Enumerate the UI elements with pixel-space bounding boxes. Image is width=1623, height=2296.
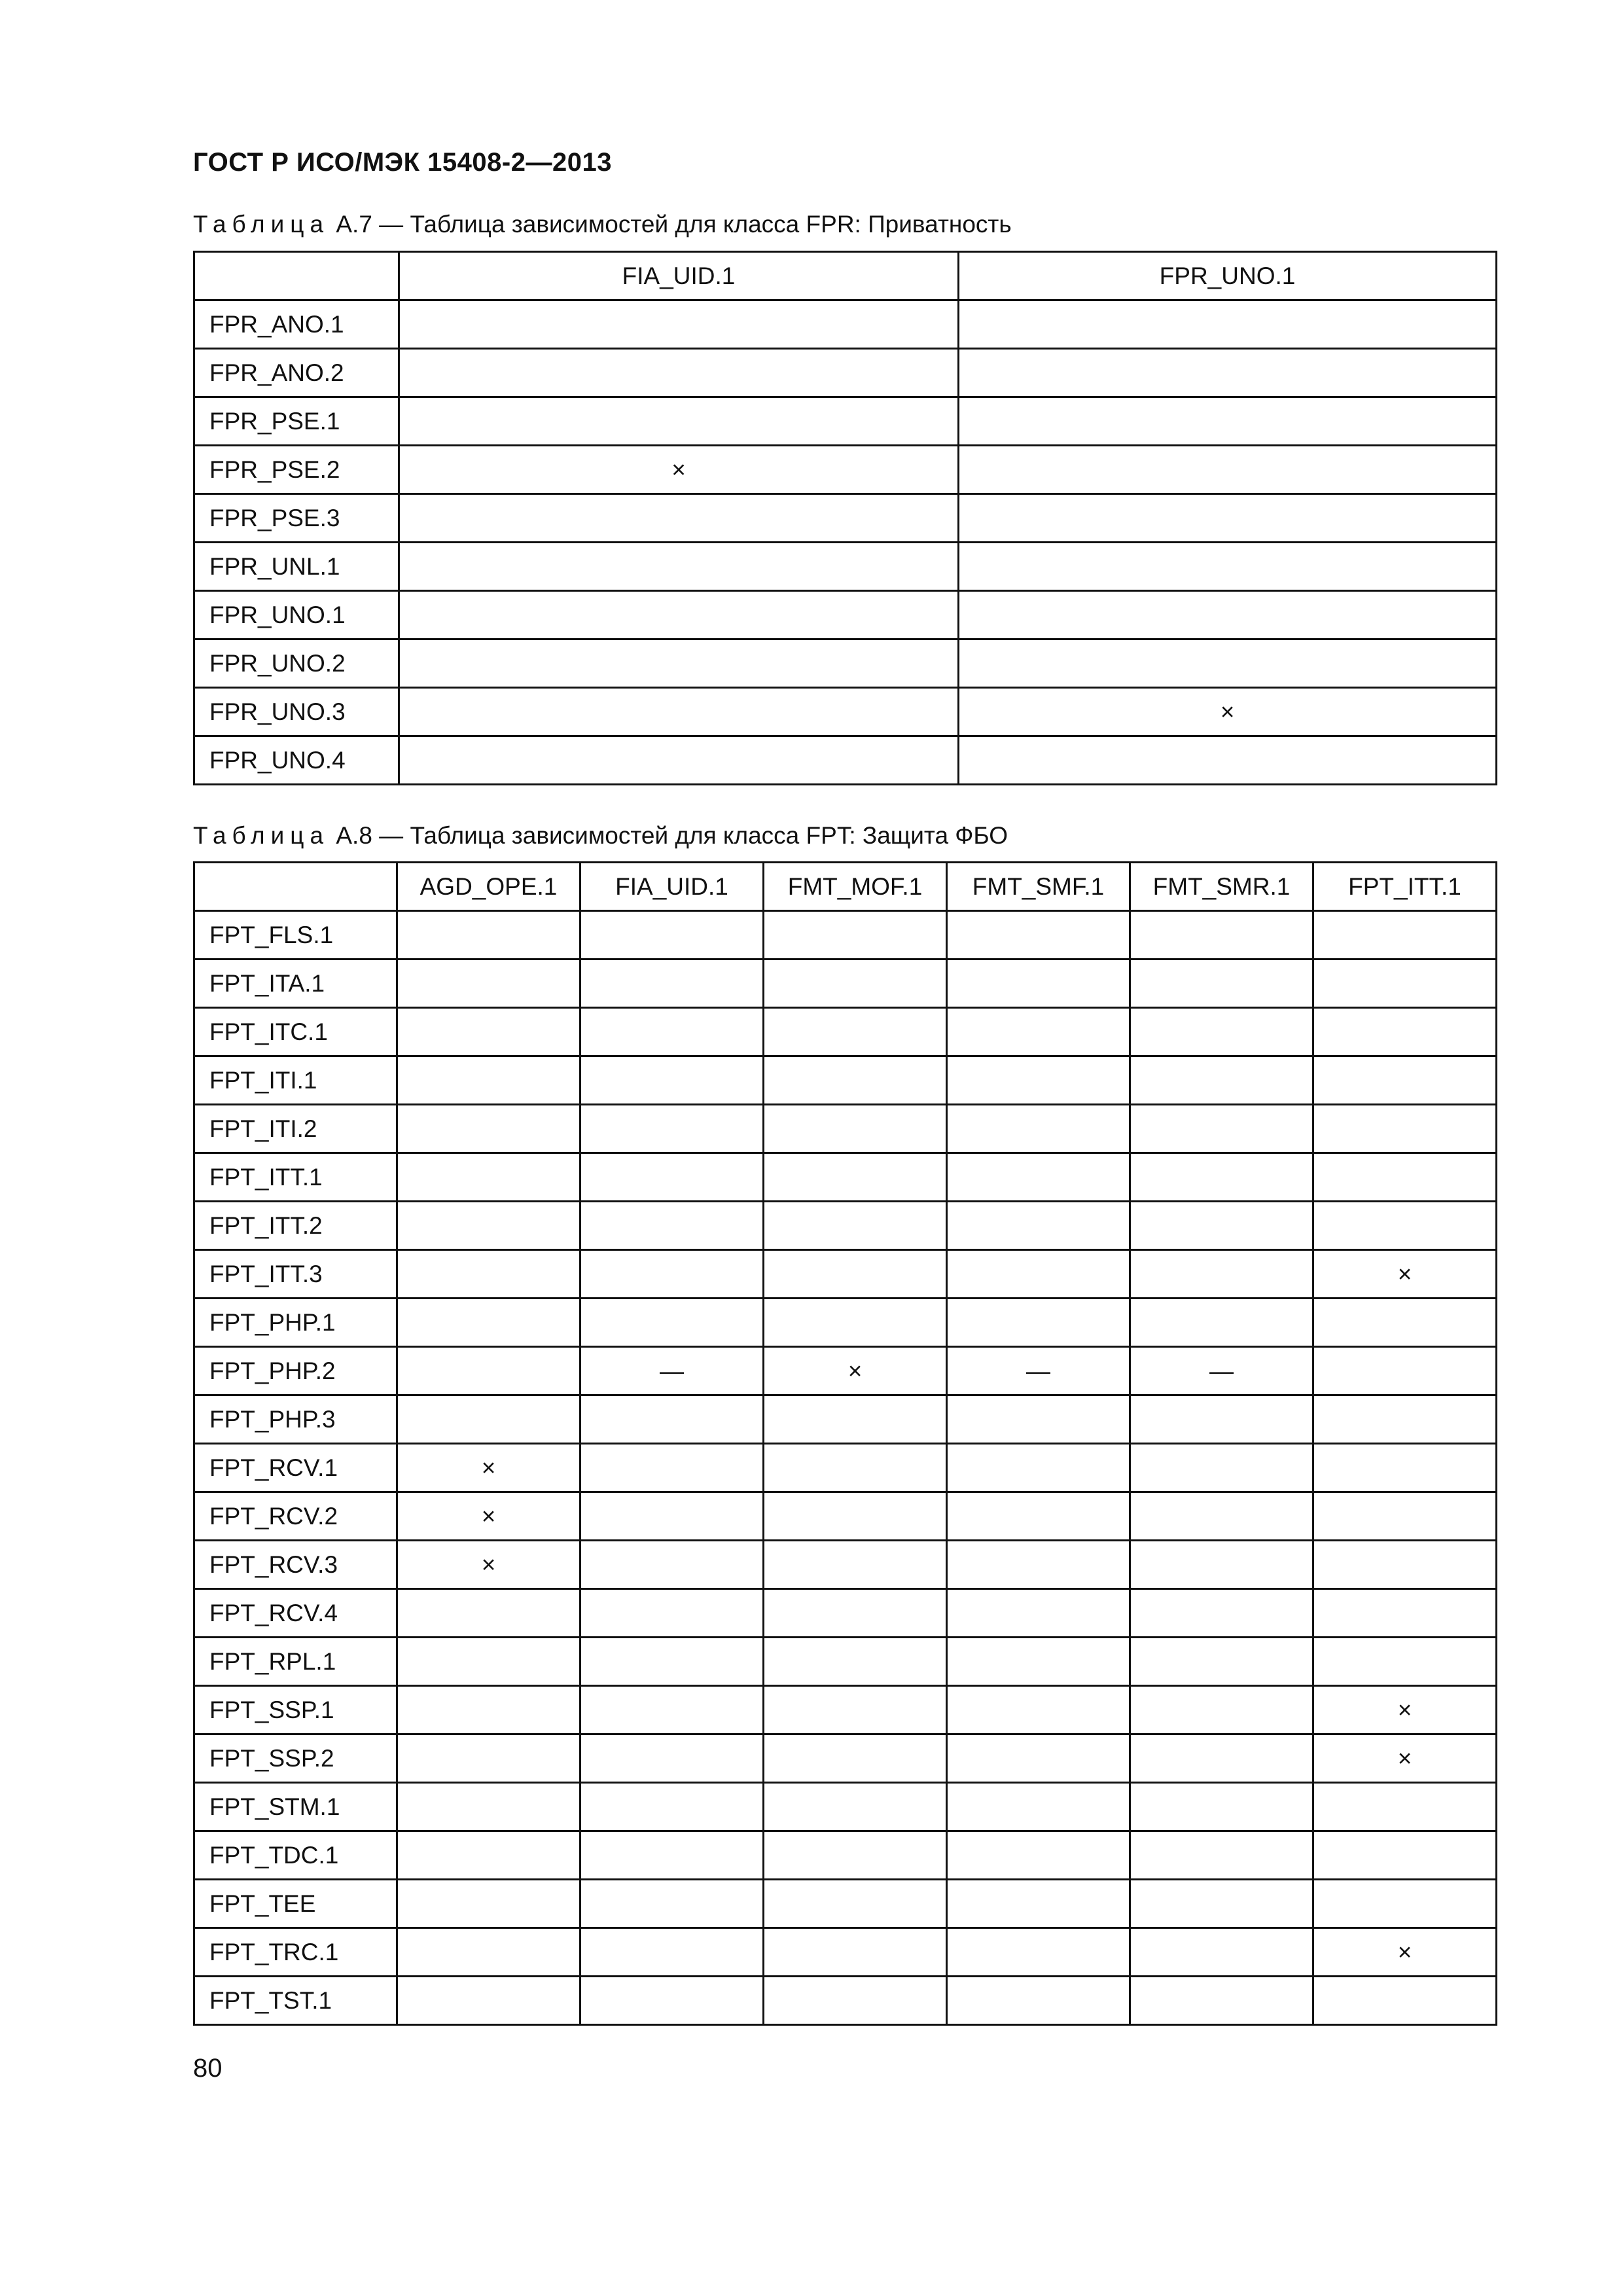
dependency-cell <box>959 397 1497 446</box>
dependency-cell <box>1313 1444 1497 1492</box>
dependency-cell <box>764 1153 947 1202</box>
table-row <box>194 1056 1497 1105</box>
table-row <box>194 1008 1497 1056</box>
column-header: FIA_UID.1 <box>399 252 959 300</box>
dependency-cell <box>1130 1928 1313 1977</box>
row-label: FPR_UNO.1 <box>194 591 399 639</box>
table-a8-caption-text: А.8 — Таблица зависимостей для класса FPT: Защита ФБО <box>329 822 1008 849</box>
dependency-cell <box>947 1734 1130 1783</box>
dependency-cell <box>1313 960 1497 1008</box>
dependency-cell: × <box>1313 1686 1497 1734</box>
table-row <box>194 1105 1497 1153</box>
table-a7 <box>193 251 1497 785</box>
dependency-cell <box>959 349 1497 397</box>
dependency-cell <box>764 1589 947 1638</box>
table-row <box>194 1541 1497 1589</box>
dependency-cell <box>397 911 580 960</box>
row-label: FPR_PSE.1 <box>194 397 399 446</box>
row-label: FPT_ITT.1 <box>194 1153 397 1202</box>
dependency-cell <box>947 1541 1130 1589</box>
dependency-cell <box>397 1880 580 1928</box>
row-label: FPT_RCV.2 <box>194 1492 397 1541</box>
dependency-cell <box>1130 911 1313 960</box>
row-label: FPT_ITI.2 <box>194 1105 397 1153</box>
dependency-cell <box>947 1783 1130 1831</box>
dependency-cell <box>397 1250 580 1299</box>
dependency-cell <box>397 1783 580 1831</box>
dependency-cell <box>1130 1395 1313 1444</box>
dependency-cell <box>959 446 1497 494</box>
column-header: FPR_UNO.1 <box>959 252 1497 300</box>
dependency-cell <box>580 960 764 1008</box>
dependency-cell <box>947 1589 1130 1638</box>
table-row <box>194 1395 1497 1444</box>
dependency-cell: — <box>947 1347 1130 1395</box>
dependency-cell <box>1130 1250 1313 1299</box>
dependency-cell <box>1130 1299 1313 1347</box>
dependency-cell <box>959 494 1497 543</box>
dependency-cell <box>947 1880 1130 1928</box>
table-row <box>194 494 1497 543</box>
row-label: FPR_PSE.2 <box>194 446 399 494</box>
page-number: 80 <box>193 2054 223 2083</box>
row-label: FPT_RCV.4 <box>194 1589 397 1638</box>
table-row <box>194 397 1497 446</box>
dependency-cell <box>580 1541 764 1589</box>
dependency-cell <box>764 960 947 1008</box>
dependency-cell <box>764 1444 947 1492</box>
row-label: FPT_RCV.1 <box>194 1444 397 1492</box>
dependency-cell <box>764 1395 947 1444</box>
dependency-cell <box>580 1734 764 1783</box>
dependency-cell <box>580 1202 764 1250</box>
dependency-cell <box>1130 960 1313 1008</box>
table-row <box>194 688 1497 736</box>
dependency-cell <box>947 1831 1130 1880</box>
dependency-cell <box>397 1734 580 1783</box>
dependency-cell: × <box>1313 1928 1497 1977</box>
row-label: FPT_TDC.1 <box>194 1831 397 1880</box>
dependency-cell <box>764 1105 947 1153</box>
row-label: FPR_ANO.2 <box>194 349 399 397</box>
dependency-cell <box>580 1831 764 1880</box>
table-a8 <box>193 861 1497 2026</box>
dependency-cell <box>1130 1783 1313 1831</box>
dependency-cell <box>764 911 947 960</box>
header-corner-cell <box>194 863 397 911</box>
dependency-cell <box>580 1444 764 1492</box>
dependency-cell <box>1313 1977 1497 2025</box>
dependency-cell: × <box>959 688 1497 736</box>
dependency-cell <box>1130 1202 1313 1250</box>
dependency-cell <box>947 911 1130 960</box>
dependency-cell <box>1130 1541 1313 1589</box>
dependency-cell <box>764 1880 947 1928</box>
dependency-cell <box>397 1395 580 1444</box>
table-row <box>194 1299 1497 1347</box>
dependency-cell <box>399 543 959 591</box>
dependency-cell <box>1313 1008 1497 1056</box>
dependency-cell <box>1130 1977 1313 2025</box>
dependency-cell <box>1130 1638 1313 1686</box>
dependency-cell <box>1313 1299 1497 1347</box>
row-label: FPR_UNO.3 <box>194 688 399 736</box>
row-label: FPT_TRC.1 <box>194 1928 397 1977</box>
dependency-cell <box>580 1056 764 1105</box>
dependency-cell <box>959 639 1497 688</box>
table-row <box>194 1734 1497 1783</box>
dependency-cell <box>397 1299 580 1347</box>
dependency-cell <box>1313 1831 1497 1880</box>
table-row <box>194 736 1497 785</box>
dependency-cell <box>1313 1347 1497 1395</box>
dependency-cell <box>1130 1056 1313 1105</box>
table-a8-body <box>194 911 1497 2025</box>
dependency-cell <box>1313 1105 1497 1153</box>
column-header: FMT_SMR.1 <box>1130 863 1313 911</box>
dependency-cell <box>959 736 1497 785</box>
dependency-cell <box>580 1880 764 1928</box>
row-label: FPT_PHP.3 <box>194 1395 397 1444</box>
dependency-cell <box>764 1977 947 2025</box>
table-header-row <box>194 252 1497 300</box>
dependency-cell <box>947 1686 1130 1734</box>
table-header-row <box>194 863 1497 911</box>
dependency-cell <box>580 1299 764 1347</box>
dependency-cell <box>764 1492 947 1541</box>
dependency-cell <box>397 1056 580 1105</box>
dependency-cell <box>580 1928 764 1977</box>
dependency-cell <box>947 1444 1130 1492</box>
table-a7-caption-text: А.7 — Таблица зависимостей для класса FPR: Приватность <box>329 211 1012 238</box>
table-row <box>194 960 1497 1008</box>
dependency-cell: × <box>399 446 959 494</box>
dependency-cell <box>1130 1686 1313 1734</box>
dependency-cell <box>397 1638 580 1686</box>
dependency-cell <box>397 1928 580 1977</box>
dependency-cell <box>764 1541 947 1589</box>
dependency-cell <box>1313 1492 1497 1541</box>
dependency-cell <box>397 1831 580 1880</box>
dependency-cell <box>764 1928 947 1977</box>
dependency-cell <box>764 1734 947 1783</box>
dependency-cell <box>1313 911 1497 960</box>
table-a7-body <box>194 300 1497 785</box>
dependency-cell <box>947 960 1130 1008</box>
table-row <box>194 639 1497 688</box>
row-label: FPT_PHP.2 <box>194 1347 397 1395</box>
dependency-cell <box>1130 1734 1313 1783</box>
dependency-cell <box>1130 1831 1313 1880</box>
dependency-cell <box>947 1299 1130 1347</box>
dependency-cell <box>947 1638 1130 1686</box>
dependency-cell <box>1130 1008 1313 1056</box>
dependency-cell <box>580 1105 764 1153</box>
document-header: ГОСТ Р ИСО/МЭК 15408-2—2013 <box>193 148 612 177</box>
dependency-cell <box>764 1783 947 1831</box>
dependency-cell <box>580 1153 764 1202</box>
dependency-cell <box>1130 1105 1313 1153</box>
row-label: FPR_ANO.1 <box>194 300 399 349</box>
row-label: FPT_ITT.2 <box>194 1202 397 1250</box>
dependency-cell <box>947 1395 1130 1444</box>
dependency-cell <box>1313 1589 1497 1638</box>
dependency-cell <box>959 591 1497 639</box>
dependency-cell: × <box>397 1541 580 1589</box>
dependency-cell <box>947 1250 1130 1299</box>
row-label: FPT_RPL.1 <box>194 1638 397 1686</box>
dependency-cell: × <box>764 1347 947 1395</box>
column-header: FPT_ITT.1 <box>1313 863 1497 911</box>
dependency-cell <box>397 1977 580 2025</box>
table-row <box>194 1347 1497 1395</box>
row-label: FPT_ITC.1 <box>194 1008 397 1056</box>
row-label: FPR_UNO.4 <box>194 736 399 785</box>
dependency-cell <box>764 1686 947 1734</box>
row-label: FPT_STM.1 <box>194 1783 397 1831</box>
column-header: FMT_SMF.1 <box>947 863 1130 911</box>
dependency-cell <box>580 1686 764 1734</box>
dependency-cell <box>1313 1153 1497 1202</box>
row-label: FPT_FLS.1 <box>194 911 397 960</box>
table-a7-header <box>194 252 1497 300</box>
dependency-cell <box>399 397 959 446</box>
table-row <box>194 1444 1497 1492</box>
row-label: FPT_ITA.1 <box>194 960 397 1008</box>
dependency-cell <box>764 1638 947 1686</box>
row-label: FPT_RCV.3 <box>194 1541 397 1589</box>
dependency-cell: — <box>1130 1347 1313 1395</box>
table-row <box>194 1686 1497 1734</box>
dependency-cell <box>947 1056 1130 1105</box>
header-corner-cell <box>194 252 399 300</box>
dependency-cell <box>947 1105 1130 1153</box>
dependency-cell <box>580 1977 764 2025</box>
row-label: FPT_ITI.1 <box>194 1056 397 1105</box>
dependency-cell <box>1313 1202 1497 1250</box>
table-a8-caption-word: Таблица <box>193 822 330 849</box>
dependency-cell <box>1130 1153 1313 1202</box>
row-label: FPR_PSE.3 <box>194 494 399 543</box>
table-a7-caption <box>193 211 1012 238</box>
dependency-cell <box>580 1395 764 1444</box>
dependency-cell <box>580 1589 764 1638</box>
table-row <box>194 1589 1497 1638</box>
dependency-cell <box>1313 1783 1497 1831</box>
table-row <box>194 1202 1497 1250</box>
dependency-cell: × <box>1313 1250 1497 1299</box>
dependency-cell <box>397 1105 580 1153</box>
column-header: AGD_OPE.1 <box>397 863 580 911</box>
dependency-cell <box>1313 1056 1497 1105</box>
row-label: FPT_PHP.1 <box>194 1299 397 1347</box>
dependency-cell <box>947 1008 1130 1056</box>
column-header: FMT_MOF.1 <box>764 863 947 911</box>
dependency-cell <box>1313 1395 1497 1444</box>
dependency-cell <box>959 300 1497 349</box>
dependency-cell <box>1313 1638 1497 1686</box>
row-label: FPR_UNL.1 <box>194 543 399 591</box>
dependency-cell <box>1313 1880 1497 1928</box>
dependency-cell <box>399 349 959 397</box>
dependency-cell <box>397 1686 580 1734</box>
dependency-cell <box>399 591 959 639</box>
row-label: FPR_UNO.2 <box>194 639 399 688</box>
dependency-cell <box>1130 1444 1313 1492</box>
table-row <box>194 1492 1497 1541</box>
dependency-cell <box>764 1250 947 1299</box>
table-a8-caption <box>193 822 1008 850</box>
table-row <box>194 1638 1497 1686</box>
dependency-cell <box>399 736 959 785</box>
table-a8-header <box>194 863 1497 911</box>
table-row <box>194 591 1497 639</box>
dependency-cell <box>1130 1589 1313 1638</box>
table-row <box>194 1977 1497 2025</box>
dependency-cell <box>580 911 764 960</box>
table-row <box>194 911 1497 960</box>
dependency-cell <box>764 1008 947 1056</box>
table-row <box>194 1831 1497 1880</box>
dependency-cell <box>764 1056 947 1105</box>
table-a7-caption-word: Таблица <box>193 211 330 238</box>
dependency-cell <box>1313 1541 1497 1589</box>
dependency-cell <box>580 1008 764 1056</box>
dependency-cell: × <box>397 1444 580 1492</box>
dependency-cell <box>580 1638 764 1686</box>
row-label: FPT_SSP.1 <box>194 1686 397 1734</box>
dependency-cell <box>580 1492 764 1541</box>
dependency-cell <box>399 494 959 543</box>
dependency-cell <box>397 960 580 1008</box>
table-row <box>194 543 1497 591</box>
row-label: FPT_SSP.2 <box>194 1734 397 1783</box>
table-row <box>194 349 1497 397</box>
table-row <box>194 1928 1497 1977</box>
dependency-cell <box>399 688 959 736</box>
dependency-cell <box>399 639 959 688</box>
dependency-cell <box>397 1202 580 1250</box>
row-label: FPT_TEE <box>194 1880 397 1928</box>
table-row <box>194 1880 1497 1928</box>
dependency-cell <box>947 1492 1130 1541</box>
dependency-cell <box>397 1347 580 1395</box>
dependency-cell <box>959 543 1497 591</box>
row-label: FPT_ITT.3 <box>194 1250 397 1299</box>
dependency-cell <box>947 1153 1130 1202</box>
dependency-cell <box>947 1202 1130 1250</box>
row-label: FPT_TST.1 <box>194 1977 397 2025</box>
dependency-cell <box>580 1783 764 1831</box>
dependency-cell <box>764 1831 947 1880</box>
dependency-cell <box>397 1153 580 1202</box>
dependency-cell <box>397 1008 580 1056</box>
dependency-cell: × <box>1313 1734 1497 1783</box>
dependency-cell <box>399 300 959 349</box>
dependency-cell <box>947 1977 1130 2025</box>
dependency-cell: — <box>580 1347 764 1395</box>
table-row <box>194 1153 1497 1202</box>
dependency-cell <box>947 1928 1130 1977</box>
dependency-cell <box>764 1299 947 1347</box>
dependency-cell <box>397 1589 580 1638</box>
table-row <box>194 1783 1497 1831</box>
column-header: FIA_UID.1 <box>580 863 764 911</box>
table-row <box>194 1250 1497 1299</box>
table-row <box>194 300 1497 349</box>
dependency-cell <box>1130 1492 1313 1541</box>
dependency-cell: × <box>397 1492 580 1541</box>
dependency-cell <box>1130 1880 1313 1928</box>
table-row <box>194 446 1497 494</box>
dependency-cell <box>580 1250 764 1299</box>
dependency-cell <box>764 1202 947 1250</box>
